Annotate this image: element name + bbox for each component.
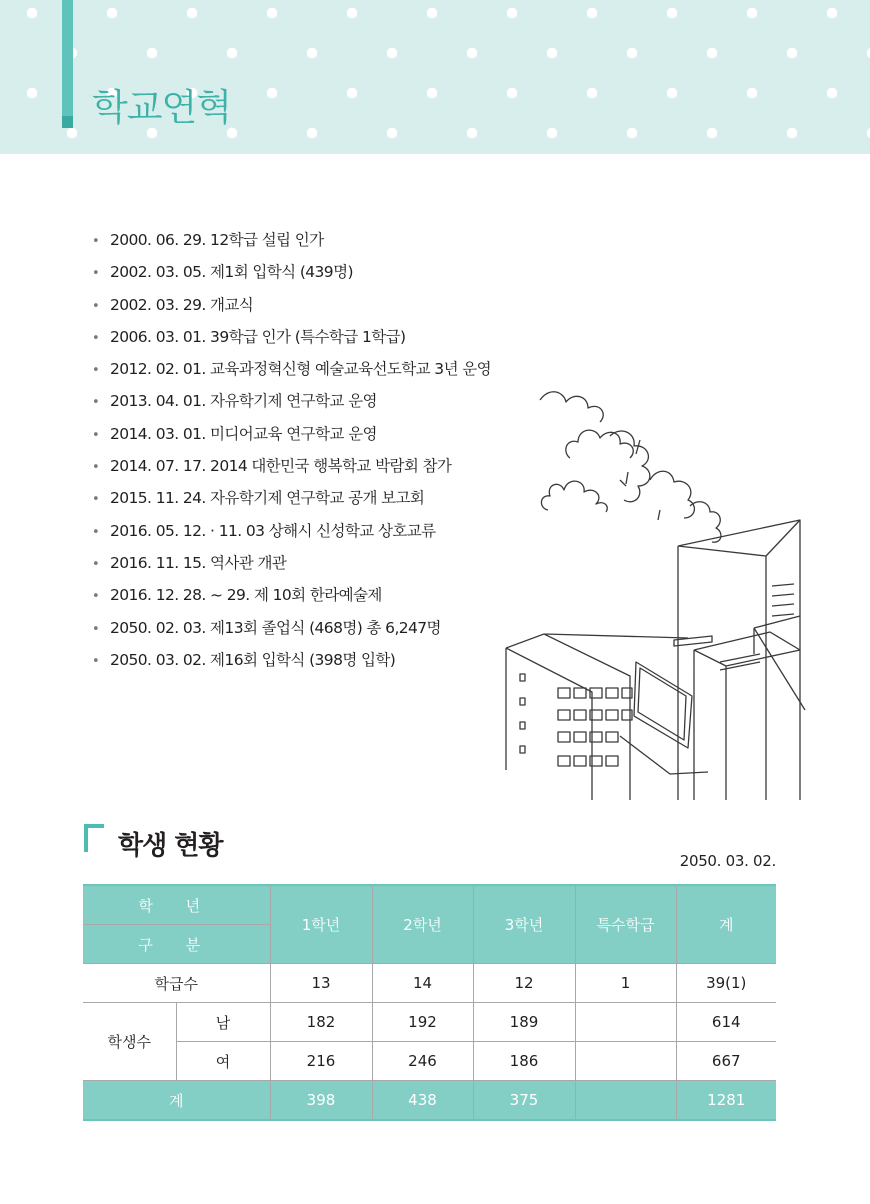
history-item: • 2002. 03. 29. 개교식 bbox=[92, 289, 491, 321]
row-label-male: 남 bbox=[176, 1003, 270, 1042]
header-col-grade2: 2학년 bbox=[372, 885, 473, 964]
building-windows bbox=[520, 674, 632, 766]
table-cell: 186 bbox=[473, 1042, 575, 1081]
history-item: • 2014. 07. 17. 2014 대한민국 행복학교 박람회 참가 bbox=[92, 450, 491, 482]
table-cell: 182 bbox=[270, 1003, 372, 1042]
students-section-title: 학생 현황 bbox=[118, 831, 223, 861]
table-cell: 192 bbox=[372, 1003, 473, 1042]
table-cell bbox=[575, 1081, 676, 1121]
table-cell: 216 bbox=[270, 1042, 372, 1081]
history-item: • 2013. 04. 01. 자유학기제 연구학교 운영 bbox=[92, 385, 491, 417]
table-cell: 438 bbox=[372, 1081, 473, 1121]
table-cell: 189 bbox=[473, 1003, 575, 1042]
table-row-male bbox=[83, 1003, 776, 1042]
building-right-tower bbox=[678, 520, 800, 800]
table-row-classes bbox=[83, 964, 776, 1003]
table-row-total bbox=[83, 1081, 776, 1121]
table-cell: 398 bbox=[270, 1081, 372, 1121]
row-label-female: 여 bbox=[176, 1042, 270, 1081]
header-col-special: 특수학급 bbox=[575, 885, 676, 964]
table-cell: 1 bbox=[575, 964, 676, 1003]
bullet-icon: • bbox=[92, 363, 100, 379]
history-item: • 2015. 11. 24. 자유학기제 연구학교 공개 보고회 bbox=[92, 482, 491, 514]
table-header-row bbox=[83, 885, 776, 925]
history-item: • 2012. 02. 01. 교육과정혁신형 예술교육선도학교 3년 운영 bbox=[92, 353, 491, 385]
bullet-icon: • bbox=[92, 460, 100, 476]
building-left-block bbox=[506, 634, 712, 800]
history-item: • 2050. 03. 02. 제16회 입학식 (398명 입학) bbox=[92, 644, 491, 676]
bullet-icon: • bbox=[92, 298, 100, 314]
row-label-classes: 학급수 bbox=[83, 964, 270, 1003]
header-category-label: 구 분 bbox=[83, 925, 270, 964]
table-row-female bbox=[83, 1042, 776, 1081]
bullet-icon: • bbox=[92, 395, 100, 411]
bullet-icon: • bbox=[92, 266, 100, 282]
bullet-icon: • bbox=[92, 556, 100, 572]
bullet-icon: • bbox=[92, 524, 100, 540]
history-item: • 2016. 05. 12. · 11. 03 상해시 신성학교 상호교류 bbox=[92, 515, 491, 547]
history-item: • 2014. 03. 01. 미디어교육 연구학교 운영 bbox=[92, 418, 491, 450]
page-title: 학교연혁 bbox=[92, 86, 231, 129]
history-item: • 2016. 11. 15. 역사관 개관 bbox=[92, 547, 491, 579]
header-col-total: 계 bbox=[676, 885, 776, 964]
bullet-icon: • bbox=[92, 492, 100, 508]
history-item: • 2006. 03. 01. 39학급 인가 (특수학급 1학급) bbox=[92, 321, 491, 353]
history-item: • 2002. 03. 05. 제1회 입학식 (439명) bbox=[92, 256, 491, 288]
building-right-low bbox=[694, 616, 805, 800]
table-cell: 12 bbox=[473, 964, 575, 1003]
header-col-grade1: 1학년 bbox=[270, 885, 372, 964]
history-item: • 2000. 06. 29. 12학급 설립 인가 bbox=[92, 224, 491, 256]
bullet-icon: • bbox=[92, 653, 100, 669]
bullet-icon: • bbox=[92, 234, 100, 249]
student-stats-table bbox=[83, 884, 776, 1121]
building-billboard bbox=[620, 662, 708, 774]
bullet-icon: • bbox=[92, 589, 100, 605]
header-accent-mark bbox=[62, 116, 73, 128]
history-list bbox=[92, 224, 491, 676]
bullet-icon: • bbox=[92, 330, 100, 346]
history-item: • 2050. 02. 03. 제13회 졸업식 (468명) 총 6,247명 bbox=[92, 612, 491, 644]
table-cell: 614 bbox=[676, 1003, 776, 1042]
table-cell: 667 bbox=[676, 1042, 776, 1081]
header-accent-bar bbox=[62, 0, 73, 128]
table-cell: 1281 bbox=[676, 1081, 776, 1121]
header-col-grade3: 3학년 bbox=[473, 885, 575, 964]
cloud-shape bbox=[540, 392, 721, 542]
table-cell: 39(1) bbox=[676, 964, 776, 1003]
school-building-illustration bbox=[500, 380, 820, 800]
bullet-icon: • bbox=[92, 427, 100, 443]
row-label-total: 계 bbox=[83, 1081, 270, 1121]
table-cell: 246 bbox=[372, 1042, 473, 1081]
row-label-students: 학생수 bbox=[83, 1003, 176, 1081]
table-cell: 375 bbox=[473, 1081, 575, 1121]
table-cell: 14 bbox=[372, 964, 473, 1003]
table-cell: 13 bbox=[270, 964, 372, 1003]
header-grade-label: 학 년 bbox=[83, 885, 270, 925]
section-title-mark bbox=[84, 824, 104, 852]
table-cell bbox=[575, 1042, 676, 1081]
bullet-icon: • bbox=[92, 621, 100, 637]
students-as-of-date: 2050. 03. 02. bbox=[679, 852, 776, 870]
history-item: • 2016. 12. 28. ~ 29. 제 10회 한라예술제 bbox=[92, 579, 491, 611]
table-cell bbox=[575, 1003, 676, 1042]
